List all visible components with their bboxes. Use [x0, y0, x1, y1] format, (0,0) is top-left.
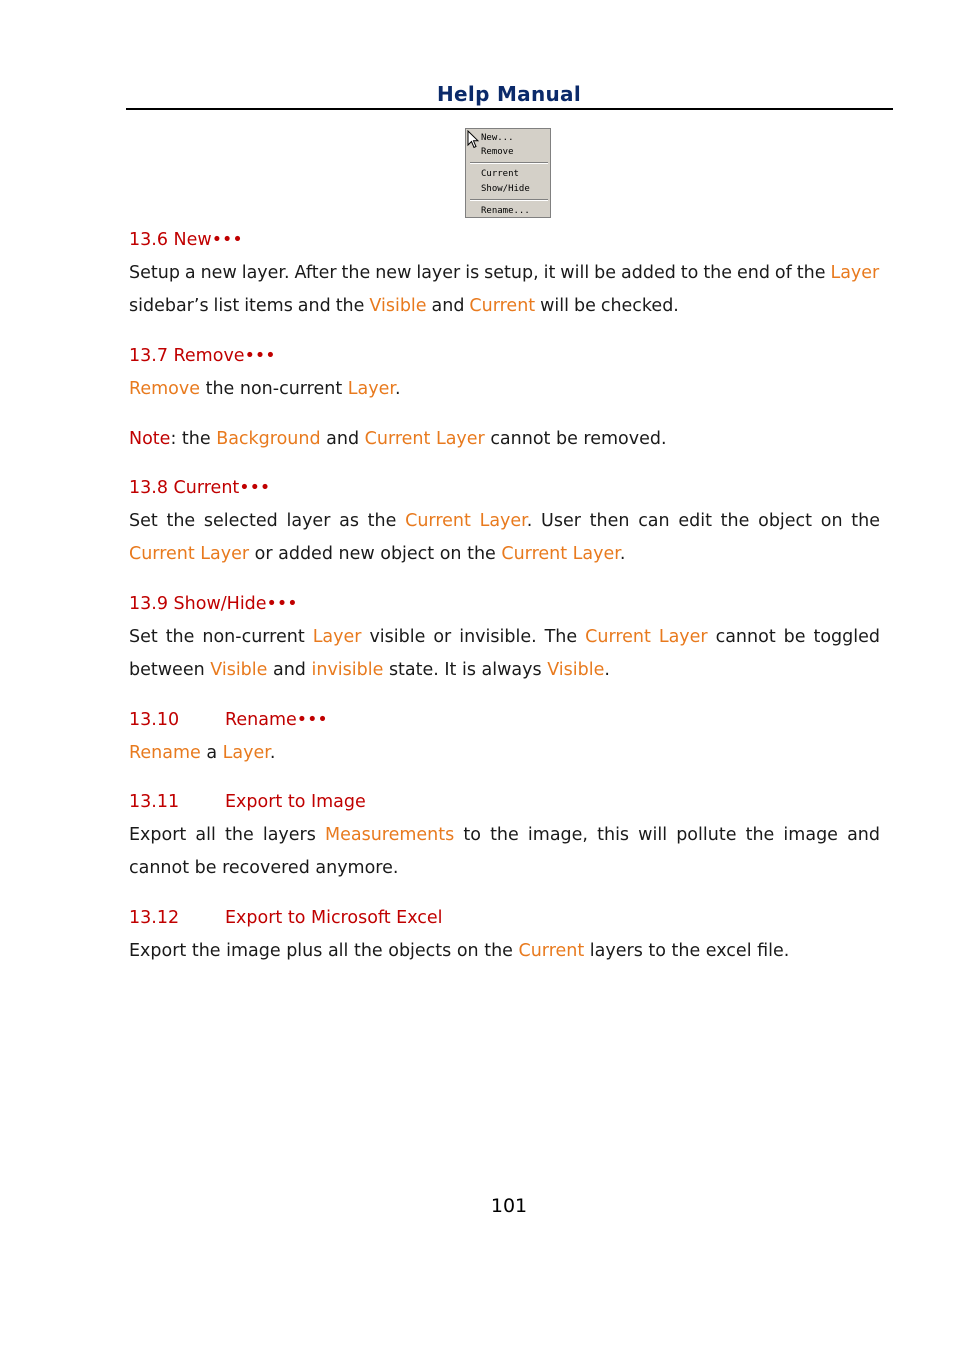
- section-heading-current: [129, 478, 270, 498]
- section-number: 13.7: [129, 346, 168, 366]
- menu-separator: [470, 199, 548, 201]
- menu-item-show-hide[interactable]: Show/Hide: [481, 184, 530, 194]
- section-body-rename: Rename a Layer.: [129, 743, 276, 763]
- section-title: Current•••: [173, 478, 271, 498]
- mouse-pointer-icon: [467, 130, 479, 150]
- layer-context-menu: [465, 128, 551, 218]
- section-heading-export-excel: [129, 908, 443, 928]
- section-heading-export-image: [129, 792, 366, 812]
- section-number: 13.9: [129, 594, 168, 614]
- section-heading-show-hide: [129, 594, 298, 614]
- menu-separator: [470, 162, 548, 164]
- section-number: 13.11: [129, 792, 180, 812]
- section-title: Remove•••: [173, 346, 276, 366]
- section-body-export-image: Export all the layers Measurements to the image, this will pollute the image and cannot be recovered anymore.: [129, 825, 880, 878]
- section-title: Export to Microsoft Excel: [225, 908, 443, 928]
- header-rule: [126, 108, 893, 110]
- section-title: New•••: [173, 230, 243, 250]
- section-body-show-hide: Set the non-current Layer visible or invisible. The Current Layer cannot be toggled between Visible and invisible state. It is always Visible.: [129, 627, 881, 680]
- menu-item-remove[interactable]: Remove: [481, 147, 514, 157]
- section-heading-new: [129, 230, 243, 250]
- section-body-current: Set the selected layer as the Current Layer. User then can edit the object on the Current Layer or added new object on the Current Layer.: [129, 511, 880, 564]
- section-title: Export to Image: [225, 792, 366, 812]
- section-number: 13.8: [129, 478, 168, 498]
- menu-item-rename[interactable]: Rename...: [481, 206, 530, 216]
- section-number: 13.10: [129, 710, 180, 730]
- section-heading-rename: [129, 710, 328, 730]
- page-header-title: Help Manual: [437, 82, 581, 106]
- section-body-new: Setup a new layer. After the new layer is setup, it will be added to the end of the Layer sidebar’s list items and the Visible and Current will be checked.: [129, 263, 880, 316]
- section-number: 13.12: [129, 908, 180, 928]
- section-body-remove: Remove the non-current Layer.: [129, 379, 401, 399]
- menu-item-current[interactable]: Current: [481, 169, 519, 179]
- section-title: Rename•••: [225, 710, 328, 730]
- section-body-export-excel: Export the image plus all the objects on the Current layers to the excel file.: [129, 941, 790, 961]
- section-heading-remove: [129, 346, 276, 366]
- menu-item-new[interactable]: New...: [481, 133, 514, 143]
- page-number: 101: [490, 1195, 528, 1217]
- section-note-remove: Note: the Background and Current Layer cannot be removed.: [129, 429, 667, 449]
- section-number: 13.6: [129, 230, 168, 250]
- section-title: Show/Hide•••: [173, 594, 298, 614]
